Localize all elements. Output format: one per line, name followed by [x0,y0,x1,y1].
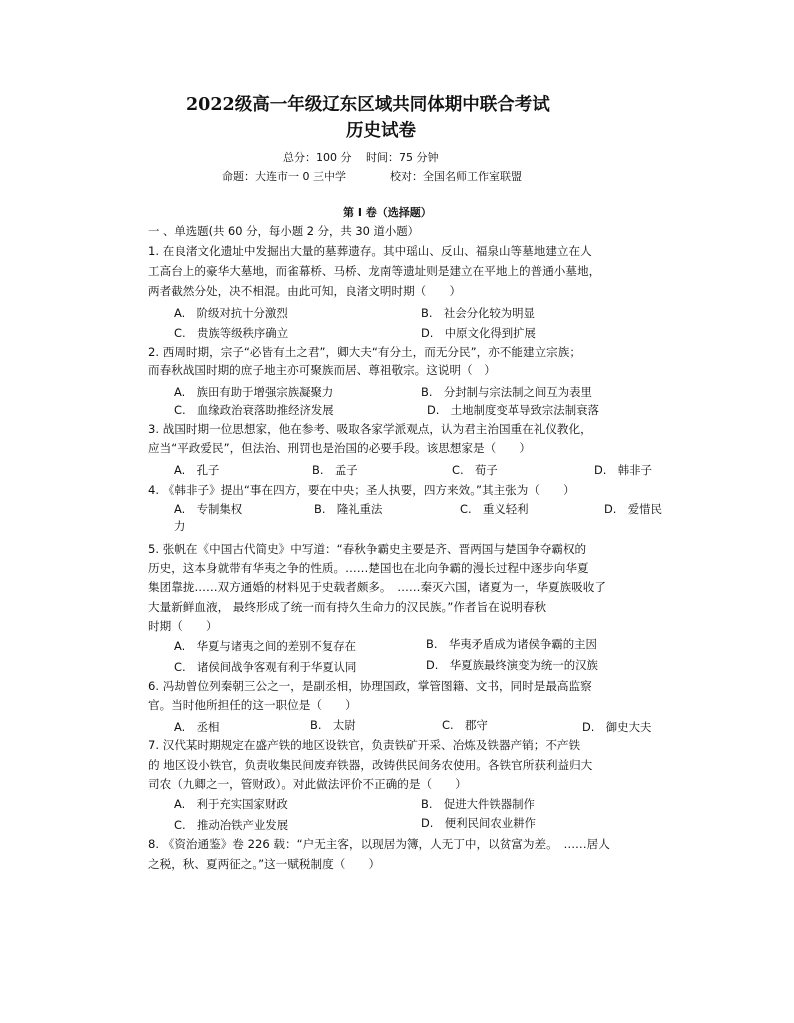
question-3-option-d: D. 韩非子 [594,463,652,477]
question-6-line-2: 官。当时他所担任的这一职位是（ ） [148,698,357,712]
question-1-line-3: 两者截然分处，决不相混。由此可知，良渚文明时期（ ） [148,284,462,298]
question-4-option-c: C. 重义轻利 [460,502,529,516]
question-3-option-a: A. 孔子 [174,463,220,477]
question-3-line-1: 3. 战国时期一位思想家，他在参考、吸取各家学派观点，认为君主治国重在礼仪教化， [148,422,592,436]
question-5-option-a: A. 华夏与诸夷之间的差别不复存在 [174,639,357,653]
question-5-line-4: 大量新鲜血液， 最终形成了统一而有持久生命力的汉民族。”作者旨在说明春秋 [148,600,547,614]
question-2-option-d: D. 土地制度变革导致宗法制衰落 [427,403,599,417]
question-4-option-a: A. 专制集权 [174,502,243,516]
question-7-option-d: D. 便利民间农业耕作 [421,816,536,830]
question-4-line-1: 4. 《韩非子》提出“事在四方，要在中央；圣人执要，四方来效。”其主张为（ ） [148,483,575,497]
section-heading: 第 I 卷（选择题） [343,206,432,219]
question-1-line-1: 1. 在良渚文化遗址中发掘出大量的墓葬遗存。其中瑶山、反山、福泉山等墓地建立在人 [148,244,592,258]
question-1-option-b: B. 社会分化较为明显 [421,306,535,320]
question-2-option-b: B. 分封制与宗法制之间互为表里 [421,385,592,399]
question-8-line-2: 之税，秋、夏两征之。”这一赋税制度（ ） [148,857,381,871]
score-time-line: 总分：100 分 时间：75 分钟 [283,151,439,164]
question-5-line-1: 5. 张帆在《中国古代简史》中写道：“春秋争霸史主要是齐、晋两国与楚国争夺霸权的 [148,542,587,556]
question-5-option-c: C. 诸侯间战争客观有利于华夏认同 [174,660,357,674]
question-5-option-d: D. 华夏族最终演变为统一的汉族 [426,658,598,672]
question-6-option-c: C. 郡守 [442,718,488,732]
question-7-line-3: 司农（九卿之一，管财政）。对此做法评价不正确的是（ ） [148,777,467,791]
question-5-line-5: 时期（ ） [148,619,218,633]
question-8-line-1: 8. 《资治通鉴》卷 226 载：“户无主客，以现居为簿，人无丁中，以贫富为差。 ……居人 [148,837,610,851]
question-7-line-1: 7. 汉代某时期规定在盛产铁的地区设铁官，负责铁矿开采、冶炼及铁器产销；不产铁 [148,738,581,752]
question-5-line-3: 集团靠拢……双方通婚的材料见于史载者颇多。 ……秦灭六国，诸夏为一，华夏族吸收了 [148,580,606,594]
question-2-option-c: C. 血缘政治衰落助推经济发展 [174,403,334,417]
question-7-option-a: A. 利于充实国家财政 [174,797,288,811]
question-1-option-c: C. 贵族等级秩序确立 [174,326,289,340]
section-instruction: 一 、单选题(共 60 分，每小题 2 分，共 30 道小题） [148,224,420,238]
question-3-option-c: C. 荀子 [452,463,498,477]
question-2-option-a: A. 族田有助于增强宗族凝聚力 [174,385,334,399]
question-7-line-2: 的 地区设小铁官，负责收集民间废弃铁器，改铸供民间务农使用。各铁官所获利益归大 [148,758,593,772]
question-7-option-b: B. 促进大件铁器制作 [421,797,535,811]
question-1-line-2: 工高台上的豪华大墓地，而雀幕桥、马桥、龙南等遗址则是建立在平地上的普通小墓地， [148,264,601,278]
exam-title: 2022级高一年级辽东区域共同体期中联合考试 [186,95,550,115]
question-7-option-c: C. 推动冶铁产业发展 [174,818,289,832]
question-3-line-2: 应当“平政爱民”，但法治、刑罚也是治国的必要手段。该思想家是（ ） [148,441,532,455]
question-4-option-d: D. 爱惜民 [604,502,662,516]
exam-subject: 历史试卷 [346,121,416,141]
question-5-option-b: B. 华夷矛盾成为诸侯争霸的主因 [426,637,597,651]
authors-line: 命题：大连市一 0 三中学 校对：全国名师工作室联盟 [222,170,522,183]
question-2-line-1: 2. 西周时期，宗子“必皆有土之君”，卿大夫“有分土，而无分民”，亦不能建立宗族； [148,345,581,359]
question-1-option-d: D. 中原文化得到扩展 [421,326,536,340]
question-6-line-1: 6. 冯劫曾位列秦朝三公之一，是副丞相，协理国政，掌管图籍、文书，同时是最高监察 [148,679,592,693]
question-6-option-d: D. 御史大夫 [582,720,652,734]
question-6-option-a: A. 丞相 [174,720,220,734]
question-2-line-2: 而春秋战国时期的庶子地主亦可聚族而居、尊祖敬宗。这说明（ ） [148,363,496,377]
question-4-option-b: B. 隆礼重法 [314,502,383,516]
question-1-option-a: A. 阶级对抗十分激烈 [174,306,288,320]
question-4-option-d-wrap: 力 [174,519,186,533]
question-6-option-b: B. 太尉 [310,718,356,732]
question-3-option-b: B. 孟子 [312,463,358,477]
question-5-line-2: 历史，这本身就带有华夷之争的性质。……楚国也在北向争霸的漫长过程中逐步向华夏 [148,561,589,575]
